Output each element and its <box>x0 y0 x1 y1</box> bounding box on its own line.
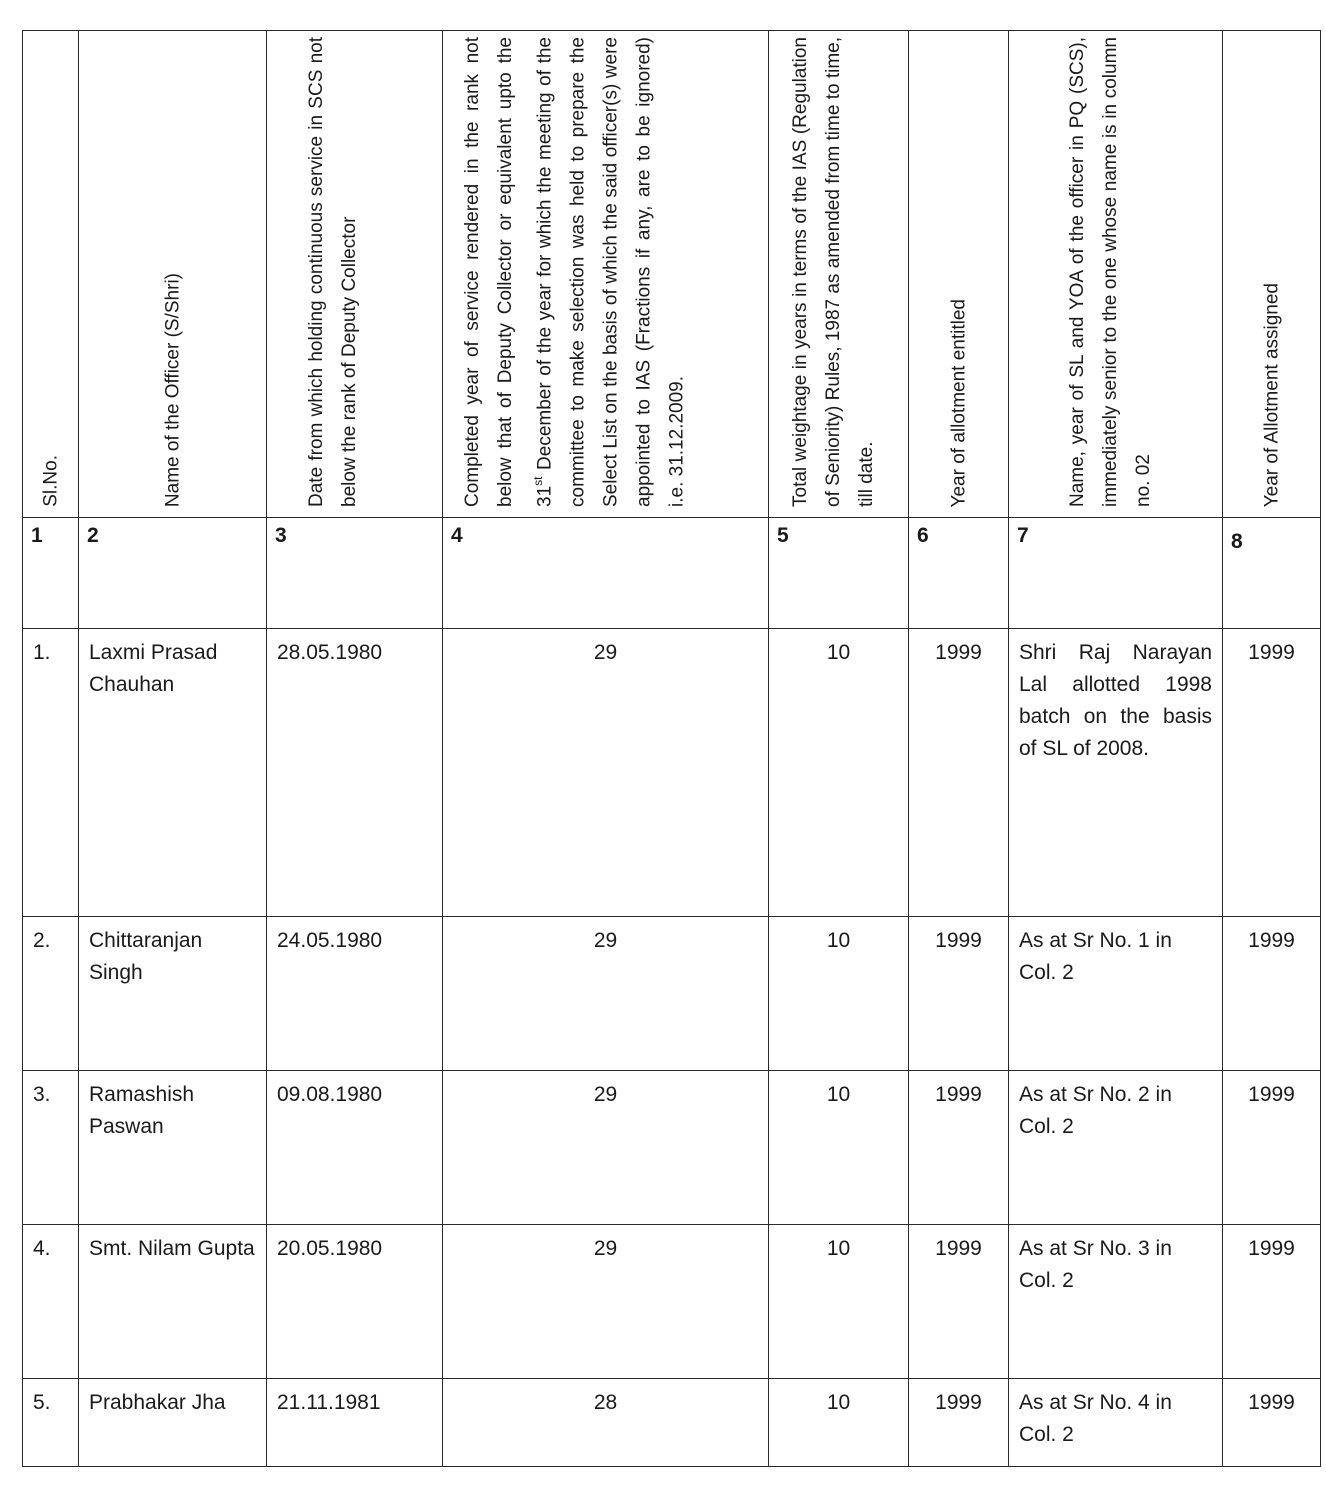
cell-completed-years: 28 <box>443 1379 769 1467</box>
header-total-weightage: Total weightage in years in terms of the IAS (Regulation of Seniority) Rules, 1987 as amended from time to time, till date. <box>769 31 909 518</box>
header-year-assigned: Year of Allotment assigned <box>1223 31 1321 518</box>
cell-senior-officer: Shri Raj Narayan Lal allotted 1998 batch on the basis of SL of 2008. <box>1009 629 1223 917</box>
cell-sl-no: 2. <box>23 917 79 1071</box>
cell-completed-years: 29 <box>443 629 769 917</box>
cell-senior-officer: As at Sr No. 2 in Col. 2 <box>1009 1071 1223 1225</box>
cell-year-entitled: 1999 <box>909 1071 1009 1225</box>
cell-completed-years: 29 <box>443 1225 769 1379</box>
header-4-superscript: st <box>530 476 545 486</box>
cell-year-entitled: 1999 <box>909 629 1009 917</box>
cell-service-date: 24.05.1980 <box>267 917 443 1071</box>
allotment-table-document <box>22 30 1320 1467</box>
cell-officer-name: Laxmi Prasad Chauhan <box>79 629 267 917</box>
table-row <box>23 629 1321 917</box>
cell-sl-no: 4. <box>23 1225 79 1379</box>
column-number: 8 <box>1223 518 1321 629</box>
cell-sl-no: 5. <box>23 1379 79 1467</box>
cell-weightage: 10 <box>769 1379 909 1467</box>
cell-year-entitled: 1999 <box>909 917 1009 1071</box>
column-number: 5 <box>769 518 909 629</box>
table-row <box>23 1071 1321 1225</box>
cell-service-date: 28.05.1980 <box>267 629 443 917</box>
cell-year-assigned: 1999 <box>1223 1379 1321 1467</box>
cell-completed-years: 29 <box>443 917 769 1071</box>
cell-service-date: 21.11.1981 <box>267 1379 443 1467</box>
table-row <box>23 1379 1321 1467</box>
column-number: 4 <box>443 518 769 629</box>
header-sl-no: Sl.No. <box>23 31 79 518</box>
header-officer-name: Name of the Officer (S/Shri) <box>79 31 267 518</box>
cell-weightage: 10 <box>769 1071 909 1225</box>
column-number: 2 <box>79 518 267 629</box>
cell-year-assigned: 1999 <box>1223 629 1321 917</box>
cell-year-assigned: 1999 <box>1223 1225 1321 1379</box>
header-row <box>23 31 1321 518</box>
cell-sl-no: 1. <box>23 629 79 917</box>
cell-weightage: 10 <box>769 917 909 1071</box>
header-completed-years <box>443 31 769 518</box>
cell-weightage: 10 <box>769 1225 909 1379</box>
cell-year-assigned: 1999 <box>1223 1071 1321 1225</box>
header-senior-officer: Name, year of SL and YOA of the officer in PQ (SCS), immediately senior to the one whose name is in column no. 02 <box>1009 31 1223 518</box>
cell-officer-name: Prabhakar Jha <box>79 1379 267 1467</box>
column-number: 6 <box>909 518 1009 629</box>
cell-completed-years: 29 <box>443 1071 769 1225</box>
table-row <box>23 917 1321 1071</box>
cell-year-assigned: 1999 <box>1223 917 1321 1071</box>
column-number: 7 <box>1009 518 1223 629</box>
cell-officer-name: Ramashish Paswan <box>79 1071 267 1225</box>
table-row <box>23 1225 1321 1379</box>
cell-service-date: 20.05.1980 <box>267 1225 443 1379</box>
cell-senior-officer: As at Sr No. 3 in Col. 2 <box>1009 1225 1223 1379</box>
cell-senior-officer: As at Sr No. 1 in Col. 2 <box>1009 917 1223 1071</box>
cell-officer-name: Smt. Nilam Gupta <box>79 1225 267 1379</box>
cell-sl-no: 3. <box>23 1071 79 1225</box>
cell-weightage: 10 <box>769 629 909 917</box>
cell-year-entitled: 1999 <box>909 1225 1009 1379</box>
header-year-entitled: Year of allotment entitled <box>909 31 1009 518</box>
column-number: 3 <box>267 518 443 629</box>
cell-year-entitled: 1999 <box>909 1379 1009 1467</box>
column-number-row <box>23 518 1321 629</box>
seniority-table <box>22 30 1321 1467</box>
cell-service-date: 09.08.1980 <box>267 1071 443 1225</box>
header-4-text-a: Completed year of service rendered in the rank not below that of Deputy Collector or equivalent upto the 31 <box>461 37 555 507</box>
column-number: 1 <box>23 518 79 629</box>
cell-senior-officer: As at Sr No. 4 in Col. 2 <box>1009 1379 1223 1467</box>
cell-officer-name: Chittaranjan Singh <box>79 917 267 1071</box>
header-4-text-b: December of the year for which the meeting of the committee to make selection was held to prepare the Select List on the basis of which the said officer(s) were appointed to IAS (Fractions if any, are to be ignored) i.e. 31.12.2009. <box>533 37 687 507</box>
header-service-date: Date from which holding continuous service in SCS not below the rank of Deputy Collector <box>267 31 443 518</box>
